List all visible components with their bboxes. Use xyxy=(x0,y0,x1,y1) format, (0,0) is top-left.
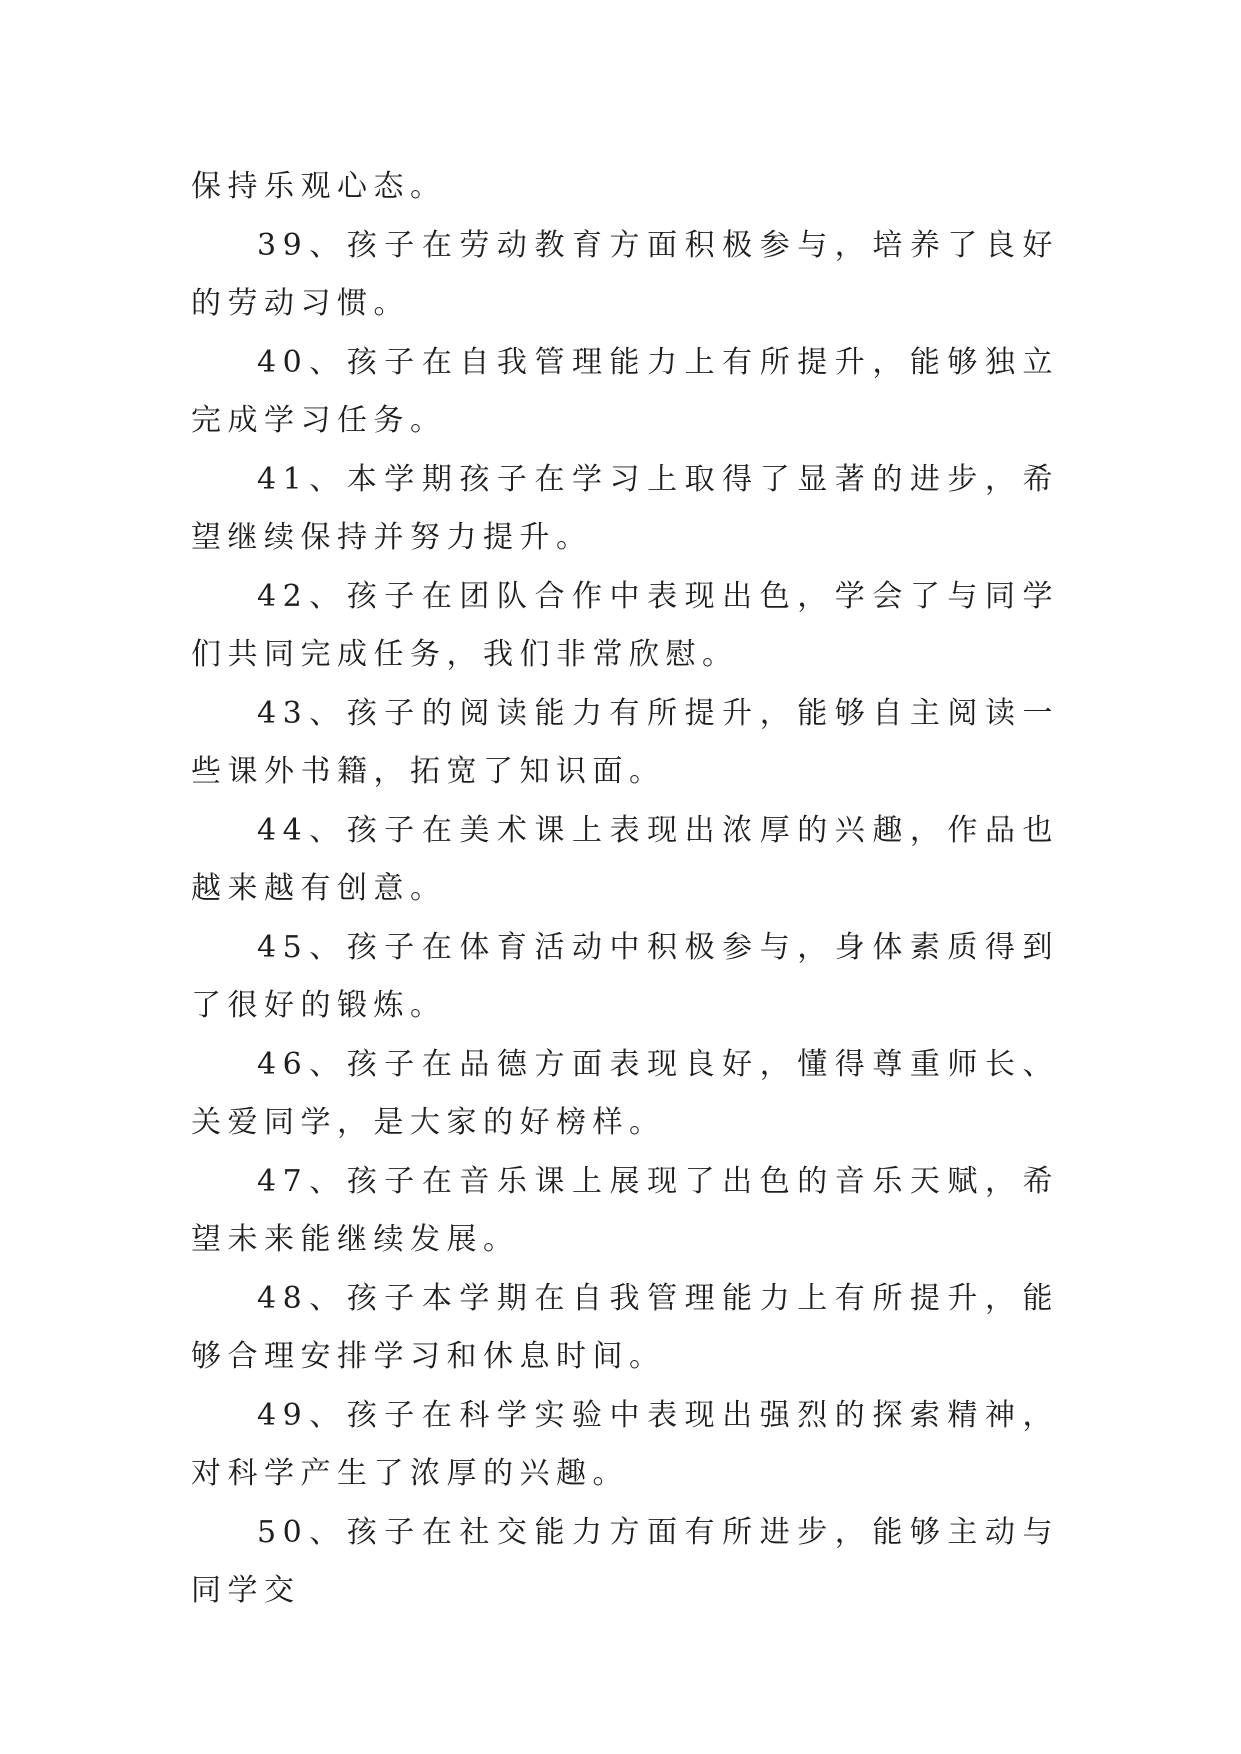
paragraph-item-49: 49、孩子在科学实验中表现出强烈的探索精神，对科学产生了浓厚的兴趣。 xyxy=(191,1397,1059,1491)
paragraph-item-47: 47、孩子在音乐课上展现了出色的音乐天赋，希望未来能继续发展。 xyxy=(191,1163,1059,1257)
paragraph-item-40: 40、孩子在自我管理能力上有所提升，能够独立完成学习任务。 xyxy=(191,344,1059,438)
paragraph-continuation: 保持乐观心态。 xyxy=(191,169,447,204)
paragraph-item-48: 48、孩子本学期在自我管理能力上有所提升，能够合理安排学习和休息时间。 xyxy=(191,1280,1059,1374)
paragraph-item-43: 43、孩子的阅读能力有所提升，能够自主阅读一些课外书籍，拓宽了知识面。 xyxy=(191,695,1059,789)
paragraph-item-46: 46、孩子在品德方面表现良好，懂得尊重师长、关爱同学，是大家的好榜样。 xyxy=(191,1046,1059,1140)
paragraph-item-39: 39、孩子在劳动教育方面积极参与，培养了良好的劳动习惯。 xyxy=(191,227,1059,321)
document-body xyxy=(191,158,1059,1621)
paragraph-item-45: 45、孩子在体育活动中积极参与，身体素质得到了很好的锻炼。 xyxy=(191,929,1059,1023)
paragraph-item-50: 50、孩子在社交能力方面有所进步，能够主动与同学交 xyxy=(191,1514,1059,1608)
paragraph-item-41: 41、本学期孩子在学习上取得了显著的进步，希望继续保持并努力提升。 xyxy=(191,461,1059,555)
paragraph-item-44: 44、孩子在美术课上表现出浓厚的兴趣，作品也越来越有创意。 xyxy=(191,812,1059,906)
paragraph-item-42: 42、孩子在团队合作中表现出色，学会了与同学们共同完成任务，我们非常欣慰。 xyxy=(191,578,1059,672)
